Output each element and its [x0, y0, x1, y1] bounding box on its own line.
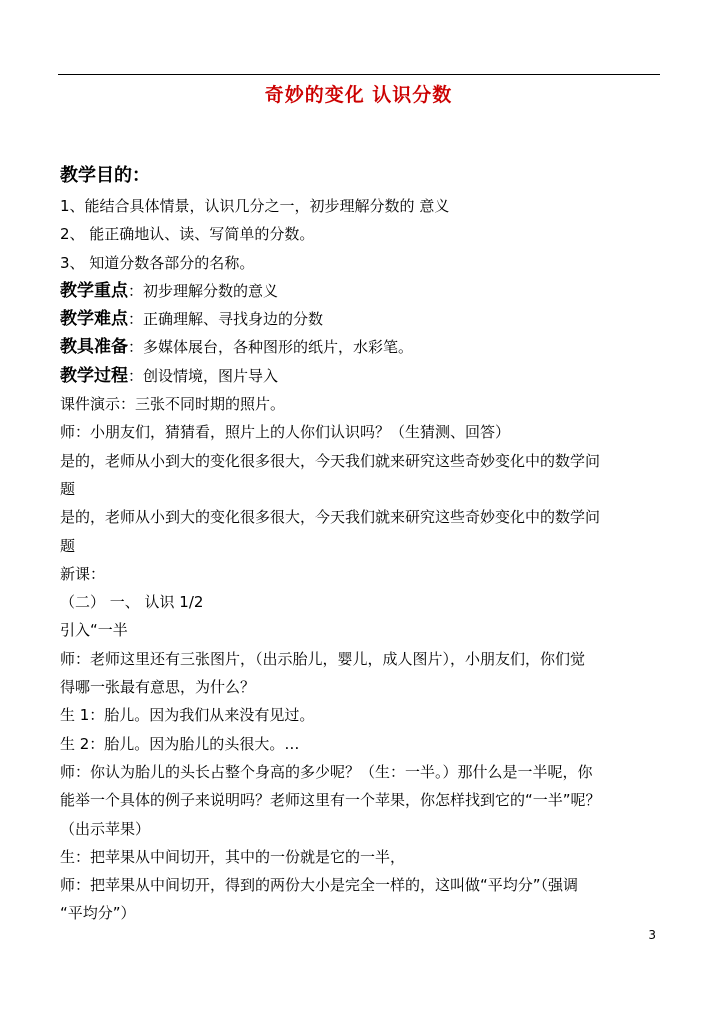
- text-line: [60, 333, 660, 361]
- text-line: [60, 362, 660, 390]
- header-rule: [58, 74, 660, 75]
- line-text: “平均分”）: [60, 904, 136, 923]
- line-text: 生：把苹果从中间切开，其中的一份就是它的一半，: [60, 847, 406, 866]
- line-text: 能举一个具体的例子来说明吗？老师这里有一个苹果，你怎样找到它的“一半”呢？: [60, 791, 601, 810]
- text-line: [60, 730, 660, 758]
- line-text: 题: [60, 536, 76, 555]
- text-line: [60, 843, 660, 871]
- line-text: 生 2：胎儿。因为胎儿的头很大。…: [60, 734, 300, 753]
- text-line: [60, 673, 660, 701]
- text-line: [60, 418, 660, 446]
- text-line: [60, 503, 660, 531]
- line-text: 3、 知道分数各部分的名称。: [60, 253, 255, 272]
- text-line: [60, 220, 660, 248]
- line-text: 师：把苹果从中间切开，得到的两份大小是完全一样的，这叫做“平均分”（强调: [60, 876, 579, 895]
- text-line: [60, 701, 660, 729]
- document-title: 奇妙的变化 认识分数: [264, 84, 453, 106]
- line-label: 教具准备: [60, 337, 128, 358]
- text-line: [60, 815, 660, 843]
- line-text: 题: [60, 479, 76, 498]
- page-number: 3: [648, 928, 656, 942]
- line-text: ：多媒体展台，各种图形的纸片，水彩笔。: [128, 338, 414, 357]
- text-line: [60, 532, 660, 560]
- text-line: [60, 390, 660, 418]
- document-body: [60, 160, 660, 928]
- text-line: [60, 249, 660, 277]
- line-text: 新课：: [60, 564, 106, 583]
- text-line: [60, 305, 660, 333]
- line-text: 得哪一张最有意思，为什么？: [60, 678, 256, 697]
- line-label: 教学难点: [60, 309, 128, 330]
- text-line: [60, 447, 660, 475]
- line-text: 师：你认为胎儿的头长占整个身高的多少呢？（生：一半。）那什么是一半呢，你: [60, 762, 593, 781]
- line-text: （出示苹果）: [60, 819, 151, 838]
- line-text: ：创设情境，图片导入: [128, 366, 279, 385]
- line-text: 是的，老师从小到大的变化很多很大，今天我们就来研究这些奇妙变化中的数学问: [60, 451, 601, 470]
- text-line: [60, 475, 660, 503]
- text-line: [60, 645, 660, 673]
- paragraph-list: [60, 192, 660, 928]
- line-text: 是的，老师从小到大的变化很多很大，今天我们就来研究这些奇妙变化中的数学问: [60, 508, 601, 527]
- text-line: [60, 560, 660, 588]
- line-text: 师：老师这里还有三张图片，（出示胎儿，婴儿，成人图片），小朋友们，你们觉: [60, 649, 586, 668]
- line-text: （二） 一、 认识 1/2: [60, 593, 204, 612]
- text-line: [60, 899, 660, 927]
- line-text: 师：小朋友们，猜猜看，照片上的人你们认识吗？（生猜测、回答）: [60, 423, 511, 442]
- text-line: [60, 616, 660, 644]
- line-text: 引入“一半: [60, 621, 128, 640]
- line-label: 教学重点: [60, 280, 128, 301]
- line-text: ：初步理解分数的意义: [128, 281, 279, 300]
- line-text: ：正确理解、寻找身边的分数: [128, 310, 324, 329]
- text-line: [60, 758, 660, 786]
- line-text: 1、能结合具体情景，认识几分之一，初步理解分数的 意义: [60, 197, 450, 215]
- text-line: [60, 192, 660, 220]
- text-line: [60, 277, 660, 305]
- line-text: 课件演示：三张不同时期的照片。: [60, 395, 286, 414]
- text-line: [60, 588, 660, 616]
- section-heading: 教学目的：: [60, 165, 150, 186]
- line-text: 生 1：胎儿。因为我们从来没有见过。: [60, 706, 315, 725]
- text-line: [60, 871, 660, 899]
- line-label: 教学过程: [60, 365, 128, 386]
- line-text: 2、 能正确地认、读、写简单的分数。: [60, 225, 315, 244]
- text-line: [60, 786, 660, 814]
